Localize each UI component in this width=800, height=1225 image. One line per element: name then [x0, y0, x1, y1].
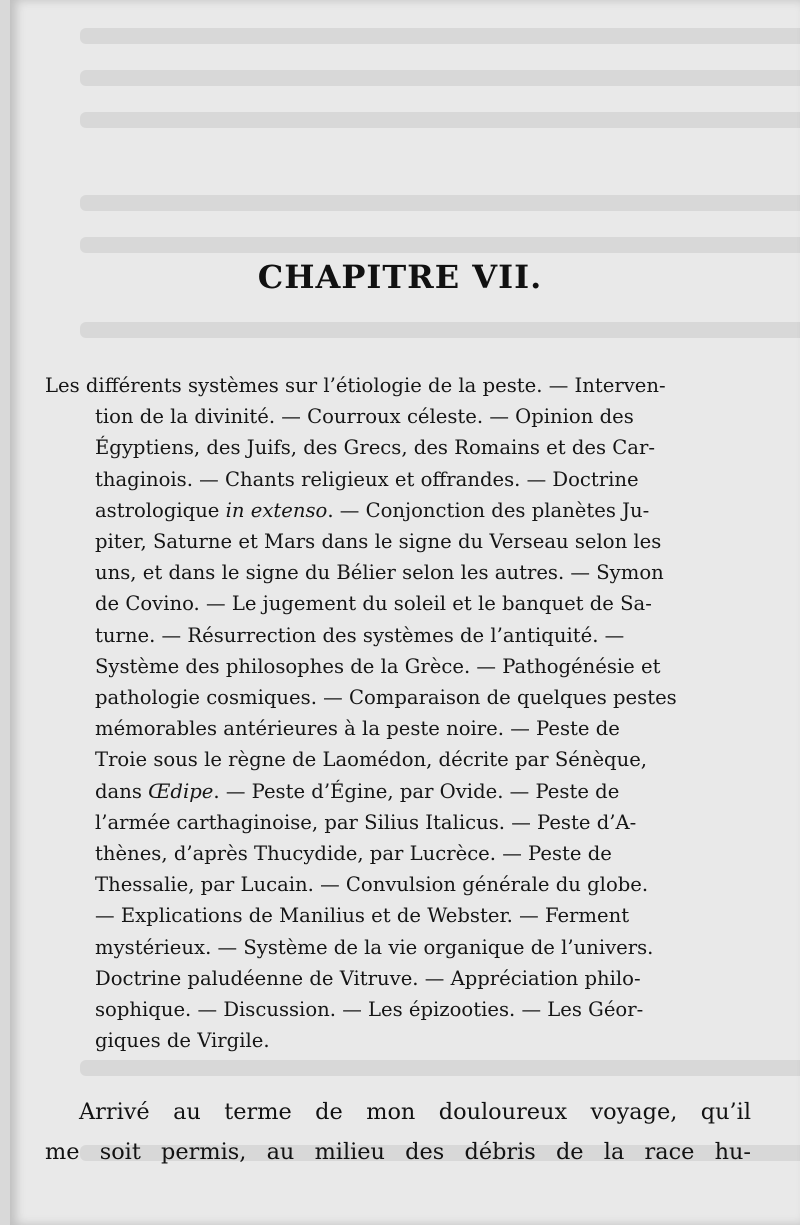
summary-line: astrologique in extenso. — Conjonction des planètes Ju-: [95, 498, 650, 522]
opening-line: me soit permis, au milieu des débris de la race hu-: [45, 1139, 751, 1165]
summary-line: giques de Virgile.: [95, 1029, 270, 1053]
summary-line: l’armée carthaginoise, par Silius Italicus. — Peste d’A-: [95, 810, 637, 834]
summary-line: Les différents systèmes sur l’étiologie de la peste. — Interven-: [45, 374, 666, 397]
opening-paragraph: [45, 1092, 751, 1172]
summary-line: mystérieux. — Système de la vie organique de l’univers.: [95, 935, 654, 959]
summary-line: Thessalie, par Lucain. — Convulsion générale du globe.: [95, 873, 649, 897]
summary-line: de Covino. — Le jugement du soleil et le banquet de Sa-: [95, 592, 652, 616]
chapter-title: CHAPITRE VII.: [257, 258, 543, 296]
summary-line: pathologie cosmiques. — Comparaison de quelques pestes: [95, 686, 677, 710]
summary-line: turne. — Résurrection des systèmes de l’antiquité. —: [95, 623, 625, 647]
summary-line: dans Œdipe. — Peste d’Égine, par Ovide. — Peste de: [95, 779, 620, 803]
italic-phrase: Œdipe: [148, 779, 214, 803]
summary-line: sophique. — Discussion. — Les épizooties. — Les Géor-: [95, 998, 644, 1022]
summary-line: Doctrine paludéenne de Vitruve. — Appréciation philo-: [95, 966, 641, 990]
summary-line: — Explications de Manilius et de Webster. — Ferment: [95, 904, 630, 928]
summary-line: uns, et dans le signe du Bélier selon les autres. — Symon: [95, 561, 664, 585]
chapter-summary: [45, 370, 751, 1056]
summary-line: Troie sous le règne de Laomédon, décrite par Sénèque,: [95, 748, 648, 772]
summary-line: mémorables antérieures à la peste noire. — Peste de: [95, 717, 620, 741]
summary-line: tion de la divinité. — Courroux céleste. — Opinion des: [95, 405, 634, 429]
summary-line: thènes, d’après Thucydide, par Lucrèce. — Peste de: [95, 842, 612, 866]
summary-line: piter, Saturne et Mars dans le signe du Verseau selon les: [95, 530, 662, 554]
summary-line: thaginois. — Chants religieux et offrandes. — Doctrine: [95, 467, 639, 491]
summary-line: Système des philosophes de la Grèce. — Pathogénésie et: [95, 654, 661, 678]
summary-line: Égyptiens, des Juifs, des Grecs, des Romains et des Car-: [95, 436, 655, 460]
italic-phrase: in extenso: [225, 498, 328, 522]
opening-line: Arrivé au terme de mon douloureux voyage, qu’il: [79, 1099, 751, 1125]
